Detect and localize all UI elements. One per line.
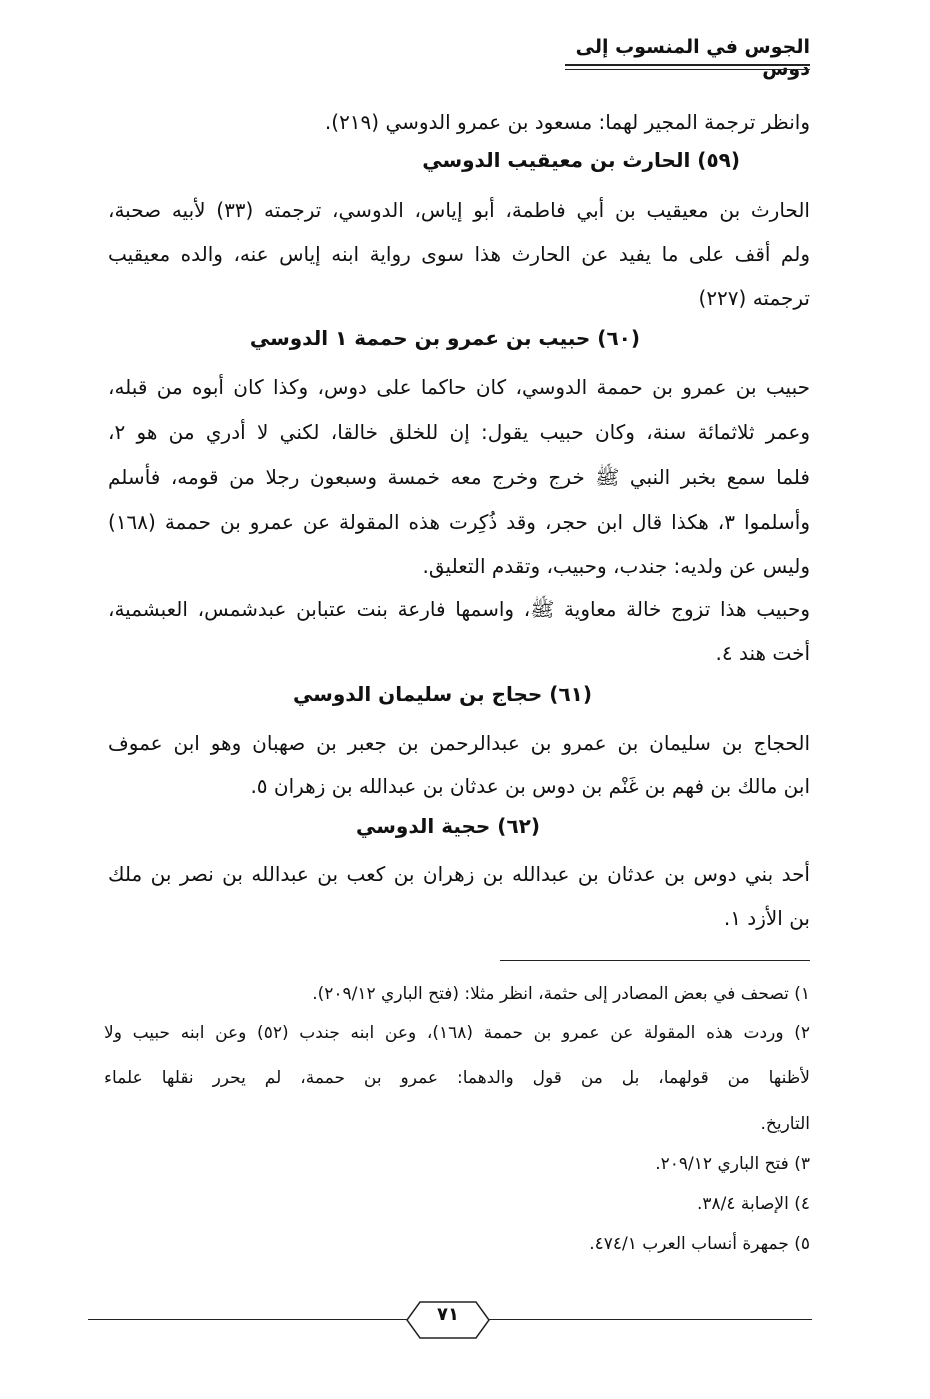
- entry-59-line: ترجمته (٢٢٧): [698, 286, 810, 310]
- header-rule-thin: [565, 69, 810, 70]
- footnote-1: ١) تصحف في بعض المصادر إلى حثمة، انظر مثلا: (فتح الباري ٢٠٩/١٢).: [312, 984, 810, 1004]
- entry-59-line: الحارث بن معيقيب بن أبي فاطمة، أبو إياس، الدوسي، ترجمته (٣٣) لأبيه صحبة،: [108, 198, 810, 222]
- entry-60-line: فلما سمع بخبر النبي ﷺ خرج وخرج معه خمسة وسبعون رجلا من قومه، فأسلم: [108, 465, 810, 489]
- footnote-2-continued: لأظنها من قولهما، بل من قول والدهما: عمرو بن حممة، لم يحرر نقلها علماء: [104, 1068, 810, 1088]
- entry-60-line: أخت هند ٤.: [715, 641, 810, 665]
- footnote-3: ٣) فتح الباري ٢٠٩/١٢.: [655, 1154, 810, 1174]
- page-number: ٧١: [437, 1304, 459, 1325]
- entry-59-line: ولم أقف على ما يفيد عن الحارث هذا سوى رواية ابنه إياس عنه، والده معيقيب: [108, 242, 810, 266]
- entry-59-heading: (٥٩) الحارث بن معيقيب الدوسي: [422, 148, 740, 172]
- footnote-2: ٢) وردت هذه المقولة عن عمرو بن حممة (١٦٨)، وعن ابنه جندب (٥٢) وعن ابنه حبيب ولا: [104, 1023, 810, 1043]
- running-header: الجوس في المنسوب إلى دوس: [575, 36, 810, 80]
- header-rule-thick: [565, 64, 810, 66]
- entry-60-line: وعمر ثلاثمائة سنة، وكان حبيب يقول: إن للخلق خالقا، لكني لا أدري من هو ٢،: [108, 420, 810, 444]
- footnote-2-continued: التاريخ.: [760, 1114, 810, 1134]
- entry-62-line: أحد بني دوس بن عدثان بن عبدالله بن زهران بن كعب بن عبدالله بن نصر بن ملك: [108, 862, 810, 886]
- entry-60-line: وليس عن ولديه: جندب، وحبيب، وتقدم التعليق.: [422, 554, 810, 578]
- footer-rule-left: [88, 1319, 410, 1320]
- entry-60-heading: (٦٠) حبيب بن عمرو بن حممة ١ الدوسي: [249, 326, 640, 350]
- entry-60-line: حبيب بن عمرو بن حممة الدوسي، كان حاكما على دوس، وكذا كان أبوه من قبله،: [108, 375, 810, 399]
- entry-61-line: ابن مالك بن فهم بن غَنْم بن دوس بن عدثان بن عبدالله بن زهران ٥.: [250, 774, 810, 798]
- entry-60-line: وأسلموا ٣، هكذا قال ابن حجر، وقد ذُكِرت هذه المقولة عن عمرو بن حممة (١٦٨): [108, 510, 810, 534]
- entry-61-line: الحجاج بن سليمان بن عمرو بن عبدالرحمن بن جعبر بن صهبان وهو ابن عموف: [108, 731, 810, 755]
- entry-60-line: وحبيب هذا تزوج خالة معاوية ﷺ، واسمها فارعة بنت عتبابن عبدشمس، العبشمية،: [108, 597, 810, 621]
- entry-62-heading: (٦٢) حجية الدوسي: [355, 814, 540, 838]
- footnote-separator: [500, 960, 810, 961]
- intro-line: وانظر ترجمة المجير لهما: مسعود بن عمرو الدوسي (٢١٩).: [324, 110, 810, 134]
- footnote-4: ٤) الإصابة ٣٨/٤.: [697, 1194, 810, 1214]
- entry-61-heading: (٦١) حجاج بن سليمان الدوسي: [292, 682, 592, 706]
- footnote-5: ٥) جمهرة أنساب العرب ٤٧٤/١.: [589, 1234, 810, 1254]
- footer-rule-right: [487, 1319, 812, 1320]
- entry-62-line: بن الأزد ١.: [723, 906, 810, 930]
